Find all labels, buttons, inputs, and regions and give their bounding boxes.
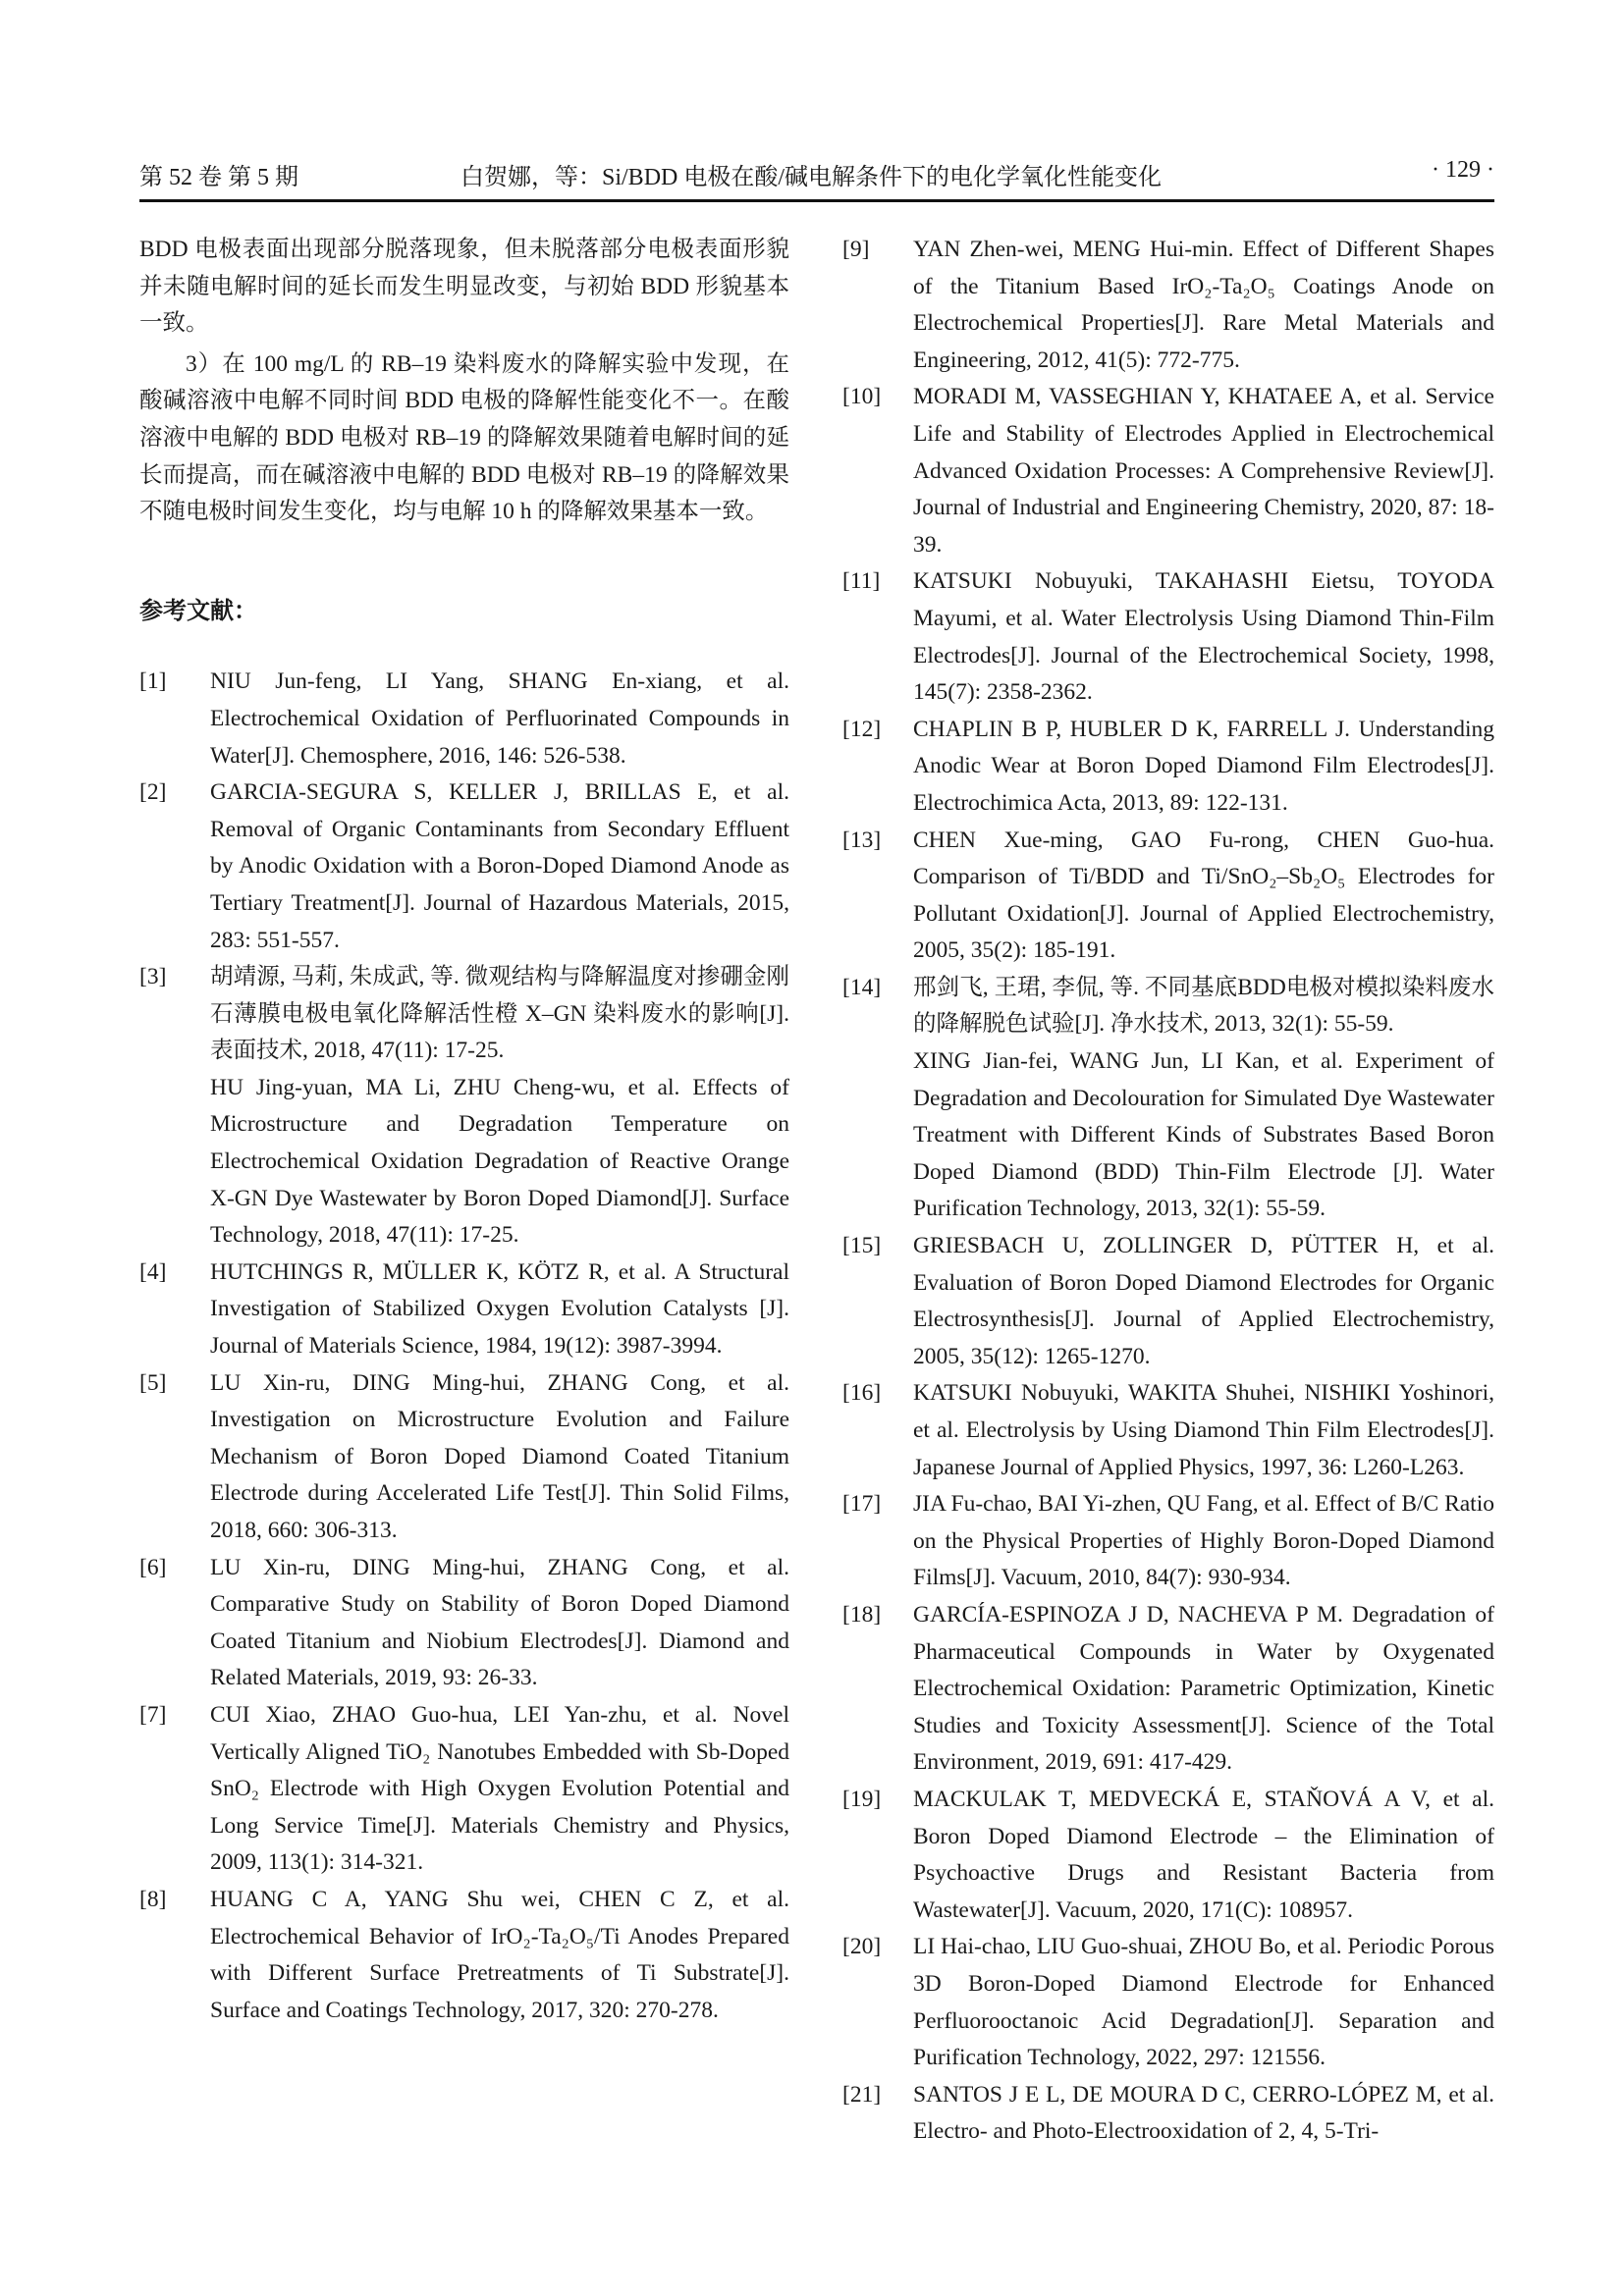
reference-text: CHEN Xue-ming, GAO Fu-rong, CHEN Guo-hua. Comparison of Ti/BDD and Ti/SnO₂–Sb₂O₅ Electrodes for Pollutant Oxidation[J]. Journal of Applied Electrochemistry, 2005, 35(2): 185-191. [913, 827, 1494, 964]
reference-item [842, 563, 1494, 711]
reference-number: [7] [139, 1701, 167, 1728]
reference-number: [10] [842, 384, 882, 410]
running-header [139, 157, 1494, 196]
reference-text: LU Xin-ru, DING Ming-hui, ZHANG Cong, et al. Comparative Study on Stability of Boron Doped Diamond Coated Titanium and Niobium Electrodes[J]. Diamond and Related Materials, 2019, 93: 26-33. [210, 1554, 789, 1691]
reference-number: [18] [842, 1601, 882, 1628]
reference-number: [8] [139, 1886, 167, 1912]
reference-number: [17] [842, 1491, 882, 1518]
reference-number: [9] [842, 237, 870, 262]
reference-item [139, 1550, 789, 1697]
reference-number: [6] [139, 1554, 167, 1580]
reference-item [842, 1929, 1494, 2076]
reference-number: [19] [842, 1786, 882, 1812]
reference-number: [13] [842, 827, 882, 853]
reference-number: [1] [139, 668, 167, 695]
reference-item [842, 970, 1494, 1228]
reference-number: [21] [842, 2081, 882, 2108]
reference-list [139, 664, 789, 2029]
reference-translation: HU Jing-yuan, MA Li, ZHU Cheng-wu, et al. Effects of Microstructure and Degradation Temperature on Electrochemical Oxidation Degradation of Reactive Orange X-GN Dye Wastewater by Boron Doped Diamond[J]. Surface Technology, 2018, 47(11): 17-25. [210, 1074, 789, 1249]
reference-item [139, 1697, 789, 1882]
reference-text: LU Xin-ru, DING Ming-hui, ZHANG Cong, et al. Investigation on Microstructure Evolution and Failure Mechanism of Boron Doped Diamond Coated Titanium Electrode during Accelerated Life Test[J]. Thin Solid Films, 2018, 660: 306-313. [210, 1369, 789, 1543]
body-paragraph: 3）在 100 mg/L 的 RB–19 染料废水的降解实验中发现，在酸碱溶液中电解不同时间 BDD 电极的降解性能变化不一。在酸溶液中电解的 BDD 电极对 RB–19 的降解效果随着电解时间的延长而提高，而在碱溶液中电解的 BDD 电极对 RB–19 的降解效果不随电极时间发生变化，均与电解 10 h 的降解效果基本一致。 [139, 350, 789, 525]
reference-number: [20] [842, 1934, 882, 1960]
reference-number: [12] [842, 716, 882, 742]
reference-text: HUTCHINGS R, MÜLLER K, KÖTZ R, et al. A Structural Investigation of Stabilized Oxygen Evolution Catalysts [J]. Journal of Materials Science, 1984, 19(12): 3987-3994. [210, 1258, 789, 1360]
reference-item [842, 1375, 1494, 1486]
reference-text: 邢剑飞, 王珺, 李侃, 等. 不同基底BDD电极对模拟染料废水的降解脱色试验[J]. 净水技术, 2013, 32(1): 55-59. [913, 974, 1494, 1038]
reference-item [139, 1882, 789, 2029]
reference-text: KATSUKI Nobuyuki, TAKAHASHI Eietsu, TOYODA Mayumi, et al. Water Electrolysis Using Diamond Thin-Film Electrodes[J]. Journal of the Electrochemical Society, 1998, 145(7): 2358-2362. [913, 568, 1494, 706]
reference-number: [15] [842, 1233, 882, 1259]
reference-text: KATSUKI Nobuyuki, WAKITA Shuhei, NISHIKI Yoshinori, et al. Electrolysis by Using Diamond Thin Film Electrodes[J]. Japanese Journal of Applied Physics, 1997, 36: L260-L263. [913, 1380, 1494, 1480]
references-heading: 参考文献： [139, 598, 257, 624]
reference-text: NIU Jun-feng, LI Yang, SHANG En-xiang, et al. Electrochemical Oxidation of Perfluorinated Compounds in Water[J]. Chemosphere, 2016, 146: 526-538. [210, 668, 789, 769]
reference-item [842, 1228, 1494, 1375]
volume-issue: 第 52 卷 第 5 期 [139, 165, 298, 190]
reference-item [139, 664, 789, 774]
reference-item [139, 959, 789, 1255]
reference-number: [2] [139, 779, 167, 806]
reference-number: [16] [842, 1380, 882, 1407]
reference-text: MACKULAK T, MEDVECKÁ E, STAŇOVÁ A V, et al. Boron Doped Diamond Electrode – the Elimination of Psychoactive Drugs and Resistant Bacteria from Wastewater[J]. Vacuum, 2020, 171(C): 108957. [913, 1786, 1494, 1923]
reference-list [842, 232, 1494, 2151]
page-number: · 129 · [1432, 157, 1494, 183]
reference-item [842, 379, 1494, 563]
reference-text: MORADI M, VASSEGHIAN Y, KHATAEE A, et al. Service Life and Stability of Electrodes Applied in Electrochemical Advanced Oxidation Processes: A Comprehensive Review[J]. Journal of Industrial and Engineering Chemistry, 2020, 87: 18-39. [913, 384, 1494, 558]
body-paragraph: BDD 电极表面出现部分脱落现象，但未脱落部分电极表面形貌并未随电解时间的延长而发生明显改变，与初始 BDD 形貌基本一致。 [139, 237, 789, 337]
reference-number: [4] [139, 1258, 167, 1285]
reference-item [139, 1255, 789, 1365]
reference-text: SANTOS J E L, DE MOURA D C, CERRO-LÓPEZ M, et al. Electro- and Photo-Electrooxidation of 2, 4, 5-Tri- [913, 2081, 1494, 2145]
reference-text: GRIESBACH U, ZOLLINGER D, PÜTTER H, et al. Evaluation of Boron Doped Diamond Electrodes for Organic Electrosynthesis[J]. Journal of Applied Electrochemistry, 2005, 35(12): 1265-1270. [913, 1233, 1494, 1369]
reference-item [842, 1597, 1494, 1782]
reference-text: YAN Zhen-wei, MENG Hui-min. Effect of Different Shapes of the Titanium Based IrO₂-Ta₂O₅ Coatings Anode on Electrochemical Properties[J]. Rare Metal Materials and Engineering, 2012, 41(5): 772-775. [913, 237, 1494, 373]
reference-text: CHAPLIN B P, HUBLER D K, FARRELL J. Understanding Anodic Wear at Boron Doped Diamond Film Electrodes[J]. Electrochimica Acta, 2013, 89: 122-131. [913, 716, 1494, 816]
reference-number: [5] [139, 1369, 167, 1396]
reference-text: 胡靖源, 马莉, 朱成武, 等. 微观结构与降解温度对掺硼金刚石薄膜电极电氧化降解活性橙 X–GN 染料废水的影响[J]. 表面技术, 2018, 47(11): 17-25. [210, 964, 789, 1064]
left-column [139, 232, 789, 2029]
reference-translation: XING Jian-fei, WANG Jun, LI Kan, et al. Experiment of Degradation and Decolouration for Simulated Dye Wastewater Treatment with Different Kinds of Substrates Based Boron Doped Diamond (BDD) Thin-Film Electrode [J]. Water Purification Technology, 2013, 32(1): 55-59. [913, 1048, 1494, 1222]
reference-item [139, 774, 789, 959]
reference-item [842, 712, 1494, 823]
reference-item [842, 1782, 1494, 1929]
reference-number: [3] [139, 964, 167, 990]
reference-item [842, 1486, 1494, 1597]
reference-item [842, 823, 1494, 970]
reference-text: HUANG C A, YANG Shu wei, CHEN C Z, et al. Electrochemical Behavior of IrO₂-Ta₂O₅/Ti Anodes Prepared with Different Surface Pretreatments of Ti Substrate[J]. Surface and Coatings Technology, 2017, 320: 270-278. [210, 1886, 789, 2023]
reference-text: LI Hai-chao, LIU Guo-shuai, ZHOU Bo, et al. Periodic Porous 3D Boron-Doped Diamond Electrode for Enhanced Perfluorooctanoic Acid Degradation[J]. Separation and Purification Technology, 2022, 297: 121556. [913, 1934, 1494, 2071]
reference-text: CUI Xiao, ZHAO Guo-hua, LEI Yan-zhu, et al. Novel Vertically Aligned TiO₂ Nanotubes Embedded with Sb-Doped SnO₂ Electrode with High Oxygen Evolution Potential and Long Service Time[J]. Materials Chemistry and Physics, 2009, 113(1): 314-321. [210, 1701, 789, 1876]
reference-item [842, 2077, 1494, 2151]
reference-number: [14] [842, 974, 882, 1000]
running-title: 白贺娜，等：Si/BDD 电极在酸/碱电解条件下的电化学氧化性能变化 [460, 165, 1163, 190]
reference-item [842, 232, 1494, 379]
reference-text: GARCIA-SEGURA S, KELLER J, BRILLAS E, et al. Removal of Organic Contaminants from Secondary Effluent by Anodic Oxidation with a Boron-Doped Diamond Anode as Tertiary Treatment[J]. Journal of Hazardous Materials, 2015, 283: 551-557. [210, 779, 789, 953]
header-rule [139, 199, 1494, 202]
reference-text: GARCÍA-ESPINOZA J D, NACHEVA P M. Degradation of Pharmaceutical Compounds in Water by Oxygenated Electrochemical Oxidation: Parametric Optimization, Kinetic Studies and Toxicity Assessment[J]. Science of the Total Environment, 2019, 691: 417-429. [913, 1601, 1494, 1776]
reference-number: [11] [842, 568, 881, 595]
reference-item [139, 1365, 789, 1550]
right-column [842, 232, 1494, 2151]
reference-text: JIA Fu-chao, BAI Yi-zhen, QU Fang, et al. Effect of B/C Ratio on the Physical Properties of Highly Boron-Doped Diamond Films[J]. Vacuum, 2010, 84(7): 930-934. [913, 1491, 1494, 1591]
